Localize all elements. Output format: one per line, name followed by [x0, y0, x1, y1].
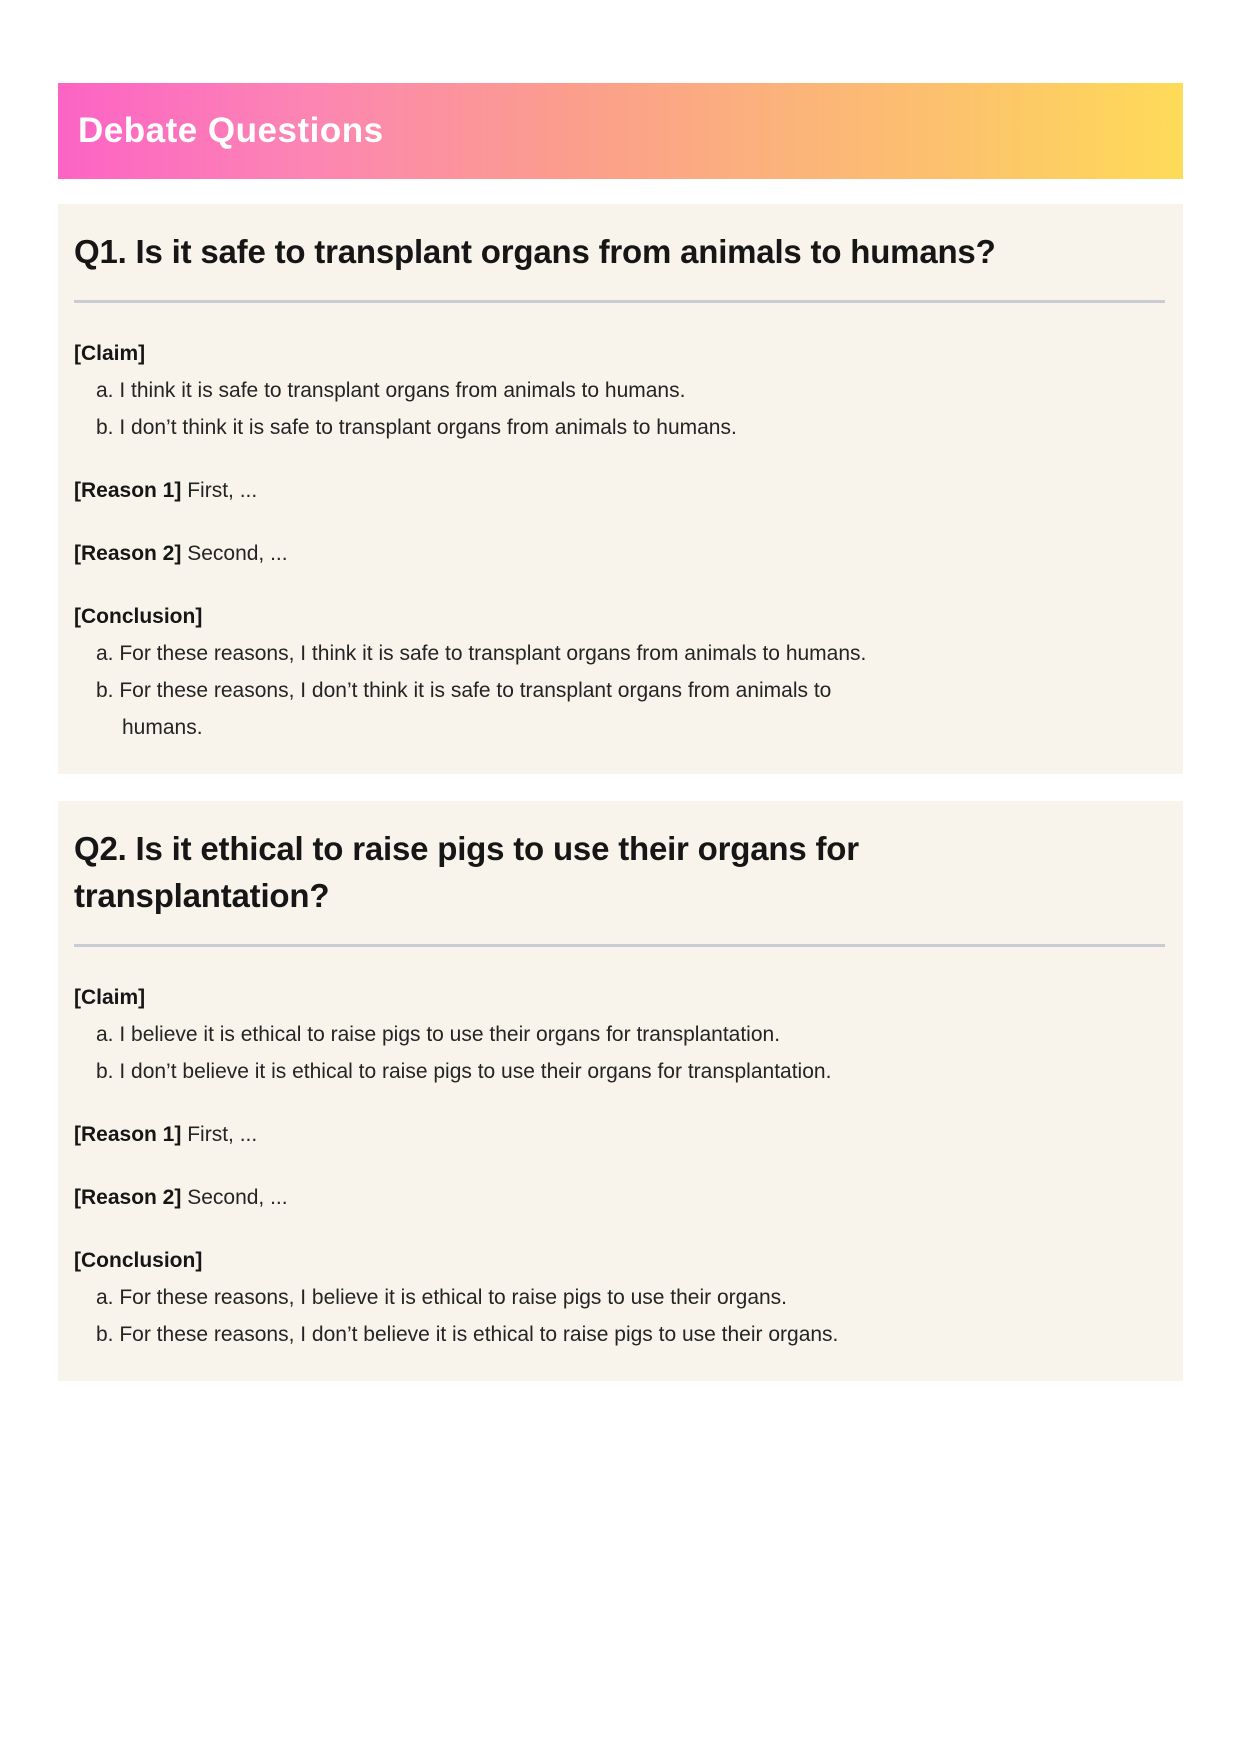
- q1-conclusion-option-b: [74, 672, 1165, 746]
- question-card-q1: [58, 204, 1183, 774]
- question-2-title: [74, 825, 1165, 919]
- q2-reason-2-text: Second, ...: [187, 1186, 288, 1209]
- q2-reason-1-text: First, ...: [187, 1123, 258, 1146]
- q2-conclusion-label: [Conclusion]: [74, 1249, 203, 1272]
- page-title: Debate Questions: [78, 111, 384, 150]
- q1-claim-label: [Claim]: [74, 342, 146, 365]
- q2-claim-heading: [74, 979, 1165, 1016]
- q1-reason-2-label: [Reason 2]: [74, 542, 182, 565]
- question-1-title-line: Q1. Is it safe to transplant organs from animals to humans?: [74, 233, 996, 270]
- q2-conclusion-option-b-text: b. For these reasons, I don’t believe it is ethical to raise pigs to use their organs.: [96, 1323, 839, 1346]
- q1-reason-2-text: Second, ...: [187, 542, 288, 565]
- q1-conclusion-label: [Conclusion]: [74, 605, 203, 628]
- q2-reason-2-section: [74, 1179, 1165, 1216]
- question-2-title-line-2: transplantation?: [74, 877, 330, 914]
- q2-claim-option-a-text: a. I believe it is ethical to raise pigs to use their organs for transplantation.: [96, 1023, 781, 1046]
- q1-reason-2-section: [74, 535, 1165, 572]
- question-2-title-line-1: Q2. Is it ethical to raise pigs to use their organs for: [74, 830, 859, 867]
- q1-conclusion-option-b-line-2: humans.: [122, 716, 203, 739]
- q2-conclusion-option-b: [74, 1316, 1165, 1353]
- q1-reason-1-line: [74, 472, 1165, 509]
- q2-reason-2-line: [74, 1179, 1165, 1216]
- q1-claim-option-a-text: a. I think it is safe to transplant organs from animals to humans.: [96, 379, 686, 402]
- q1-conclusion-heading: [74, 598, 1165, 635]
- q1-reason-2-line: [74, 535, 1165, 572]
- q2-reason-1-section: [74, 1116, 1165, 1153]
- q1-claim-section: [74, 335, 1165, 446]
- divider: [74, 944, 1165, 947]
- q1-claim-option-b: [74, 409, 1165, 446]
- q2-claim-option-b-text: b. I don’t believe it is ethical to raise pigs to use their organs for transplantation.: [96, 1060, 832, 1083]
- divider: [74, 300, 1165, 303]
- q2-conclusion-option-a-text: a. For these reasons, I believe it is ethical to raise pigs to use their organs.: [96, 1286, 788, 1309]
- q2-claim-option-a: [74, 1016, 1165, 1053]
- q1-claim-heading: [74, 335, 1165, 372]
- q1-reason-1-text: First, ...: [187, 479, 258, 502]
- q2-reason-1-line: [74, 1116, 1165, 1153]
- q2-claim-label: [Claim]: [74, 986, 146, 1009]
- q1-conclusion-section: [74, 598, 1165, 746]
- question-1-title: [74, 228, 1165, 275]
- page-banner: [58, 83, 1183, 179]
- q1-conclusion-option-a: [74, 635, 1165, 672]
- q1-conclusion-option-b-line-1: b. For these reasons, I don’t think it is safe to transplant organs from animals to: [96, 679, 832, 702]
- q2-reason-2-label: [Reason 2]: [74, 1186, 182, 1209]
- q1-conclusion-option-a-text: a. For these reasons, I think it is safe to transplant organs from animals to humans.: [96, 642, 867, 665]
- q1-claim-option-b-text: b. I don’t think it is safe to transplant organs from animals to humans.: [96, 416, 737, 439]
- question-card-q2: [58, 801, 1183, 1381]
- q2-reason-1-label: [Reason 1]: [74, 1123, 182, 1146]
- q1-claim-option-a: [74, 372, 1165, 409]
- q2-claim-option-b: [74, 1053, 1165, 1090]
- q2-conclusion-section: [74, 1242, 1165, 1353]
- q1-reason-1-section: [74, 472, 1165, 509]
- q2-claim-section: [74, 979, 1165, 1090]
- q1-reason-1-label: [Reason 1]: [74, 479, 182, 502]
- q2-conclusion-option-a: [74, 1279, 1165, 1316]
- q2-conclusion-heading: [74, 1242, 1165, 1279]
